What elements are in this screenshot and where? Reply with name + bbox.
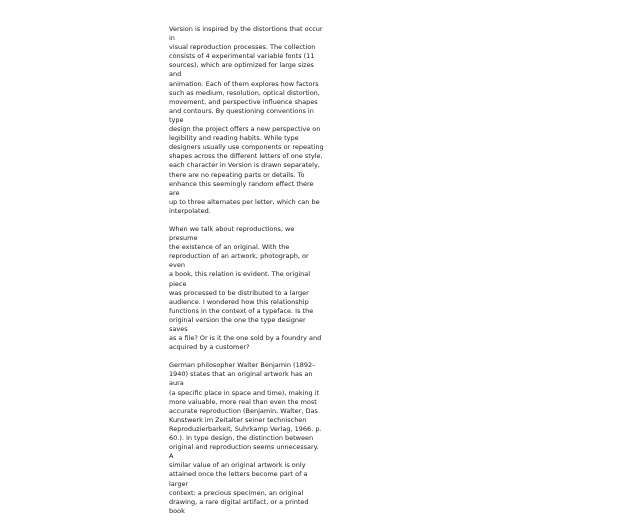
article-body (169, 25, 324, 525)
paragraph-2: When we talk about reproductions, we presume the existence of an original. With the reproduction of an artwork, photograph, or even a book, this relation is evident. The original piece was processed to be distributed to a larger audience. I wondered how this relationship functions in the context of a typeface. Is the original version the one the type designer saves as a file? Or is it the one sold by a foundry and acquired by a customer? (169, 224, 322, 352)
paragraph-3: German philosopher Walter Benjamin (1892– 1940) states that an original artwork has an aura (a specific place in space and time), making it more valuable, more real than even the most accurate reproduction (Benjamin, Walter, Das Kunstwerk im Zeitalter seiner technischen Reproduzierbarkeit, Suhrkamp Verlag, 1966. p. 60.). In type design, the distinction between original and reproduction seems unnecessary. A similar value of an original artwork is only attained once the letters become part of a larger context: a precious specimen, an original drawing, a rare digital artifact, or a printed book (169, 361, 322, 515)
paragraph-1: Version is inspired by the distortions that occur in visual reproduction processes. The collection consists of 4 experimental variable fonts (11 sources), which are optimized for large sizes and animation. Each of them explores how factors such as medium, resolution, optical distortion, movement, and perspective influence shapes and contours. By questioning conventions in type design the project offers a new perspective on legibility and reading habits. While type designers usually use components or repeating shapes across the different letters of one style, each character in Version is drawn separately, there are no repeating parts or details. To enhance this seemingly random effect there are up to three alternates per letter, which can be interpolated. (169, 25, 324, 215)
